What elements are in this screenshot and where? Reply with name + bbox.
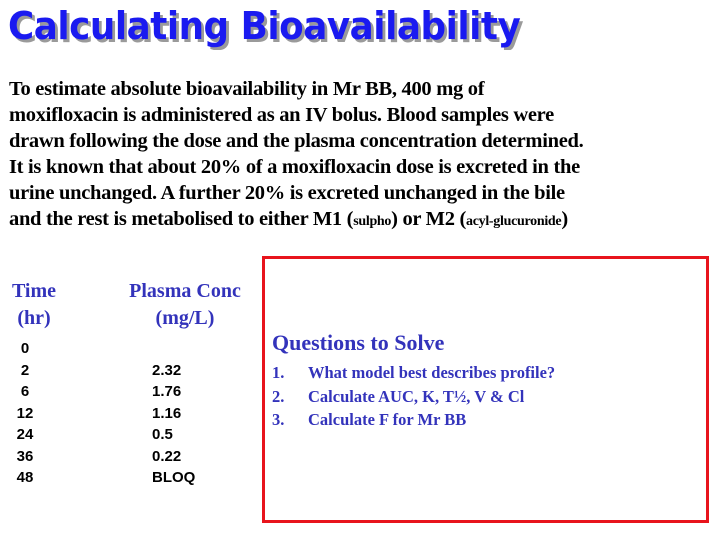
- conc-cell: BLOQ: [152, 469, 196, 486]
- intro-line: moxifloxacin is administered as an IV bolus. Blood samples were: [9, 104, 554, 126]
- question-number: 3.: [272, 410, 285, 429]
- conc-cell: 1.76: [152, 383, 182, 400]
- question-text: Calculate F for Mr BB: [308, 410, 467, 429]
- metabolite-m1-label: sulpho: [353, 214, 392, 229]
- intro-line: [9, 206, 714, 235]
- intro-text: ) or M2 (: [391, 208, 467, 230]
- time-header-label: Time: [11, 280, 57, 302]
- intro-line: drawn following the dose and the plasma concentration determined.: [9, 130, 584, 152]
- slide-title: Calculating Bioavailability: [8, 4, 521, 48]
- question-text: What model best describes profile?: [308, 363, 556, 382]
- intro-line: urine unchanged. A further 20% is excreted unchanged in the bile: [9, 182, 565, 204]
- conc-cell: 2.32: [152, 361, 182, 379]
- conc-header-label: Plasma Conc: [129, 280, 241, 302]
- conc-cell: 0.5: [152, 426, 173, 443]
- time-cell: 0: [20, 340, 30, 357]
- intro-text: and the rest is metabolised to either M1 (: [9, 208, 354, 230]
- intro-text: ): [561, 208, 568, 230]
- metabolite-m2-label: acyl-glucuronide: [466, 214, 562, 229]
- conc-column-header: [110, 278, 260, 332]
- intro-paragraph: [9, 76, 714, 235]
- questions-title: Questions to Solve: [272, 330, 445, 355]
- conc-header-unit: (mg/L): [155, 307, 215, 329]
- conc-cell: 1.16: [152, 404, 182, 422]
- intro-line: It is known that about 20% of a moxifloxacin dose is excreted in the: [9, 156, 580, 178]
- question-text: Calculate AUC, K, T½, V & Cl: [308, 386, 525, 406]
- time-header-unit: (hr): [17, 307, 51, 329]
- intro-line: To estimate absolute bioavailability in Mr BB, 400 mg of: [9, 78, 485, 100]
- time-cell: 2: [20, 361, 30, 379]
- time-cell: 6: [20, 383, 30, 400]
- time-cell: 36: [16, 447, 34, 465]
- question-number: 2.: [272, 386, 285, 406]
- question-number: 1.: [272, 363, 285, 382]
- time-column-header: [4, 278, 64, 332]
- time-cell: 24: [16, 426, 34, 443]
- time-cell: 12: [16, 404, 34, 422]
- time-cell: 48: [16, 469, 34, 486]
- conc-cell: 0.22: [152, 447, 182, 465]
